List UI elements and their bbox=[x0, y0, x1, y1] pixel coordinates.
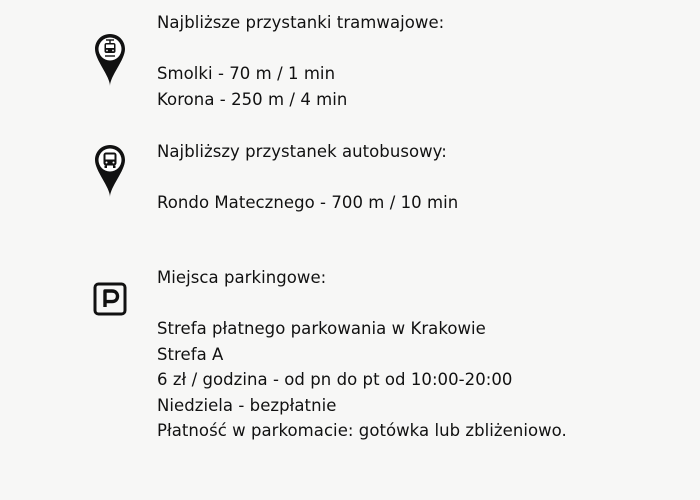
bus-text bbox=[157, 139, 687, 216]
bus-pin-icon bbox=[93, 143, 127, 209]
bus-stop-rondo-matecznego: Rondo Matecznego - 700 m / 10 min bbox=[157, 193, 459, 212]
parking-zone-a: Strefa A bbox=[157, 344, 224, 364]
parking-heading: Miejsca parkingowe: bbox=[157, 268, 327, 287]
parking-sunday: Niedziela - bezpłatnie bbox=[157, 395, 337, 415]
parking-price-hours: 6 zł / godzina - od pn do pt od 10:00-20:00 bbox=[157, 370, 513, 389]
bus-heading: Najbliższy przystanek autobusowy: bbox=[157, 142, 447, 161]
parking-payment: Płatność w parkomacie: gotówka lub zbliżeniowo. bbox=[157, 421, 567, 440]
tram-pin-icon bbox=[93, 32, 127, 98]
tram-text bbox=[157, 10, 687, 112]
parking-zone-city: Strefa płatnego parkowania w Krakowie bbox=[157, 319, 486, 338]
tram-stop-korona: Korona - 250 m / 4 min bbox=[157, 89, 348, 109]
tram-stop-smolki: Smolki - 70 m / 1 min bbox=[157, 64, 336, 83]
parking-icon bbox=[93, 282, 127, 316]
parking-text bbox=[157, 265, 687, 444]
tram-heading: Najbliższe przystanki tramwajowe: bbox=[157, 13, 445, 32]
